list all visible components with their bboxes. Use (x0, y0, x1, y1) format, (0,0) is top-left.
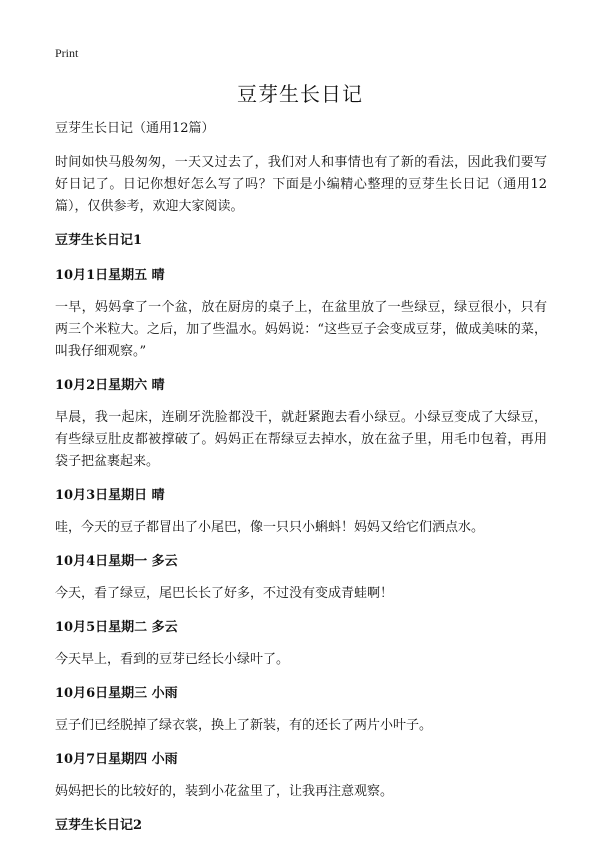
entry-date-oct2: 10月2日星期六 晴 (55, 378, 165, 393)
print-link[interactable]: Print (55, 46, 79, 60)
entry-date-oct5: 10月5日星期二 多云 (55, 620, 178, 635)
document-subtitle: 豆芽生长日记（通用12篇） (55, 121, 215, 136)
entry-text-oct1: 一早，妈妈拿了一个盆，放在厨房的桌子上，在盆里放了一些绿豆，绿豆很小，只有两三个米粒大。之后，加了些温水。妈妈说：“这些豆子会变成豆芽，做成美味的菜，叫我仔细观察。” (55, 300, 547, 359)
entry-date-oct4: 10月4日星期一 多云 (55, 554, 178, 569)
entry-date-oct1: 10月1日星期五 晴 (55, 268, 165, 283)
entry-date-oct6: 10月6日星期三 小雨 (55, 686, 178, 701)
entry-text-oct6: 豆子们已经脱掉了绿衣裳，换上了新装，有的还长了两片小叶子。 (55, 718, 433, 733)
entry-text-oct2: 早晨，我一起床，连刷牙洗脸都没干，就赶紧跑去看小绿豆。小绿豆变成了大绿豆，有些绿豆肚皮都被撑破了。妈妈正在帮绿豆去掉水，放在盆子里，用毛巾包着，再用袋子把盆裹起来。 (55, 410, 547, 469)
diary-2-heading: 豆芽生长日记2 (55, 818, 143, 833)
page-title: 豆芽生长日记 (237, 82, 363, 106)
document-body (55, 120, 547, 852)
intro-paragraph: 时间如快马般匆匆，一天又过去了，我们对人和事情也有了新的看法，因此我们要写好日记了。日记你想好怎么写了吗？下面是小编精心整理的豆芽生长日记（通用12篇），仅供参考，欢迎大家阅读。 (55, 155, 547, 214)
entry-text-oct4: 今天，看了绿豆，尾巴长长了好多，不过没有变成青蛙啊！ (55, 586, 394, 601)
entry-date-oct3: 10月3日星期日 晴 (55, 488, 165, 503)
entry-text-oct5: 今天早上，看到的豆芽已经长小绿叶了。 (55, 652, 290, 667)
entry-date-oct7: 10月7日星期四 小雨 (55, 752, 178, 767)
entry-text-oct3: 哇，今天的豆子都冒出了小尾巴，像一只只小蝌蚪！妈妈又给它们洒点水。 (55, 520, 485, 535)
diary-1-heading: 豆芽生长日记1 (55, 233, 143, 248)
entry-text-oct7: 妈妈把长的比较好的，装到小花盆里了，让我再注意观察。 (55, 784, 394, 799)
